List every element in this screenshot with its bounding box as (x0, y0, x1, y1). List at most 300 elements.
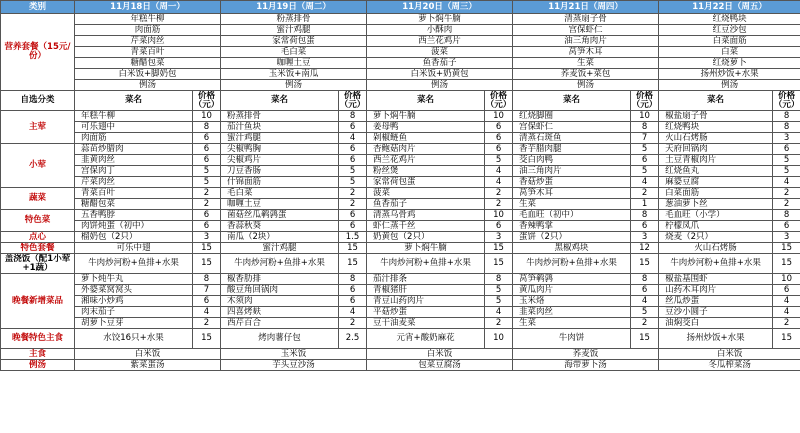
dish-price: 5 (631, 144, 659, 155)
set-meal-item: 菠菜 (367, 47, 513, 58)
staple-item: 玉米饭 (221, 349, 367, 360)
dish-price: 2.5 (339, 329, 367, 349)
evening-dish-row (1, 307, 800, 318)
set-meal-item: 小酥肉 (367, 25, 513, 36)
dish-price: 15 (339, 254, 367, 274)
dish-price: 10 (773, 274, 800, 285)
special-set-row (1, 254, 800, 274)
dish-price: 3 (193, 232, 221, 243)
dish-price: 8 (193, 122, 221, 133)
dish-price: 8 (631, 274, 659, 285)
set-meal-item: 粉蒸排骨 (221, 14, 367, 25)
dish-name: 丝瓜炒蛋 (659, 296, 773, 307)
dish-name: 西芹百合 (221, 318, 339, 329)
set-meal-item: 红烧萝卜 (659, 58, 800, 69)
dish-name: 可乐中翅 (75, 243, 193, 254)
dish-price: 5 (773, 166, 800, 177)
dish-price: 6 (339, 221, 367, 232)
dish-price: 6 (485, 221, 513, 232)
dish-price: 8 (773, 210, 800, 221)
dish-price: 15 (485, 254, 513, 274)
dish-name-header: 菜名 (513, 91, 631, 111)
dish-price: 6 (485, 122, 513, 133)
dish-price: 15 (339, 243, 367, 254)
price-header: 价格（元） (193, 90, 220, 110)
dish-name: 生菜 (513, 199, 631, 210)
dish-price: 15 (193, 254, 221, 274)
dish-name: 天府回锅肉 (659, 144, 773, 155)
dish-price: 4 (773, 177, 800, 188)
category-soup: 例汤 (1, 360, 75, 371)
dish-name-header: 菜名 (659, 91, 773, 111)
dish-name: 鱼香茄子 (367, 199, 485, 210)
dish-name: 西兰花鸡片 (367, 155, 485, 166)
set-meal-item: 白菜 (659, 47, 800, 58)
day-header: 11月20日（周三） (367, 1, 513, 14)
dish-price: 4 (339, 307, 367, 318)
dish-price: 6 (193, 144, 221, 155)
dish-price: 5 (631, 166, 659, 177)
set-meal-item: 糖醋包菜 (75, 58, 221, 69)
dish-name: 土豆青椒肉片 (659, 155, 773, 166)
dish-price: 6 (339, 144, 367, 155)
dish-row (1, 122, 800, 133)
dish-price: 5 (193, 177, 221, 188)
price-header: 价格（元） (485, 90, 512, 110)
dish-name: 牛肉饼 (513, 329, 631, 349)
dish-name: 杏鲍菇肉片 (367, 144, 485, 155)
dish-price: 1 (631, 199, 659, 210)
dish-name: 香菇炒蛋 (513, 177, 631, 188)
dish-price: 6 (339, 285, 367, 296)
dish-name: 青菜百叶 (75, 188, 193, 199)
dish-name: 清蒸石斑鱼 (513, 133, 631, 144)
category-evening-new: 晚餐新增菜品 (1, 274, 75, 329)
set-meal-item: 白菜面筋 (659, 36, 800, 47)
dish-name-header: 菜名 (367, 91, 485, 111)
dish-name: 红烧脚圈 (513, 111, 631, 122)
dish-name: 刀豆香肠 (221, 166, 339, 177)
dish-name: 奶黄包（2只） (367, 232, 485, 243)
evening-dish-row (1, 318, 800, 329)
dish-name: 韭黄肉丝 (75, 155, 193, 166)
dish-price: 10 (485, 210, 513, 221)
dish-name: 萝卜焖牛腩 (367, 111, 485, 122)
set-meal-item: 家常荷包蛋 (221, 36, 367, 47)
dish-name: 牛肉炒河粉+鱼排+水果 (75, 254, 193, 274)
category-main-meat: 主荤 (1, 111, 75, 144)
day-header: 11月18日（周一） (75, 1, 221, 14)
dish-price: 2 (193, 199, 221, 210)
dish-price: 4 (339, 133, 367, 144)
dish-name: 外婆菜窝窝头 (75, 285, 193, 296)
dish-name: 宫保虾仁 (513, 122, 631, 133)
dish-price: 2 (339, 188, 367, 199)
dish-price: 6 (485, 144, 513, 155)
dish-price: 6 (339, 210, 367, 221)
set-meal-label: 营养套餐（15元/份） (1, 14, 75, 91)
self-select-label: 自选分类 (1, 91, 75, 111)
set-meal-item: 油三角肉片 (513, 36, 659, 47)
staple-item: 白米饭 (367, 349, 513, 360)
dish-price: 2 (339, 199, 367, 210)
set-meal-row (1, 69, 800, 80)
dish-price: 6 (339, 155, 367, 166)
dish-price: 12 (631, 243, 659, 254)
dish-price: 10 (485, 329, 513, 349)
dish-price: 6 (773, 285, 800, 296)
set-meal-item: 生菜 (513, 58, 659, 69)
dish-name: 豆沙小圆子 (659, 307, 773, 318)
dish-price: 7 (631, 133, 659, 144)
dish-name: 椒盐基围虾 (659, 274, 773, 285)
dish-name-header: 菜名 (75, 91, 193, 111)
dish-price: 5 (485, 155, 513, 166)
dish-price: 2 (193, 318, 221, 329)
set-meal-item: 西兰花鸡片 (367, 36, 513, 47)
staple-item: 白米饭 (659, 349, 800, 360)
set-meal-item: 莴笋木耳 (513, 47, 659, 58)
dish-name: 胡萝卜豆芽 (75, 318, 193, 329)
dish-name: 尖椒鸡片 (221, 155, 339, 166)
evening-dish-row (1, 274, 800, 285)
category-header: 类别 (1, 1, 75, 14)
dish-row (1, 221, 800, 232)
dish-price: 8 (631, 210, 659, 221)
special-set-row (1, 243, 800, 254)
day-header: 11月19日（周二） (221, 1, 367, 14)
dish-name: 白菜面筋 (659, 188, 773, 199)
dish-name: 麻婆豆腐 (659, 177, 773, 188)
dish-price: 2 (339, 318, 367, 329)
price-header: 价格（元） (631, 90, 658, 110)
dish-row (1, 166, 800, 177)
dish-price: 10 (193, 111, 221, 122)
set-meal-row (1, 14, 800, 25)
dish-price: 6 (193, 296, 221, 307)
dish-name: 可乐翅中 (75, 122, 193, 133)
set-meal-row (1, 36, 800, 47)
dish-price: 8 (631, 122, 659, 133)
dish-row (1, 144, 800, 155)
set-meal-item: 玉米饭+南瓜 (221, 69, 367, 80)
dish-name: 南瓜（2块） (221, 232, 339, 243)
dish-name: 五香鸭脖 (75, 210, 193, 221)
set-meal-row (1, 47, 800, 58)
dish-name: 年糕牛柳 (75, 111, 193, 122)
dish-name: 水饺16只+水果 (75, 329, 193, 349)
dish-price: 15 (773, 329, 800, 349)
dish-price: 3 (485, 232, 513, 243)
dish-name: 青椒猪肝 (367, 285, 485, 296)
soup-item: 芋头豆沙汤 (221, 360, 367, 371)
dish-name: 肉饼炖蛋（初中） (75, 221, 193, 232)
dish-price: 4 (773, 296, 800, 307)
dish-name: 香芋腊肉腿 (513, 144, 631, 155)
dish-name: 毛血旺（小学） (659, 210, 773, 221)
dish-name: 扬州炒饭+水果 (659, 329, 773, 349)
set-meal-row (1, 80, 800, 91)
dish-name: 虾仁蒸千丝 (367, 221, 485, 232)
dish-price: 2 (773, 188, 800, 199)
dish-price: 3 (773, 232, 800, 243)
dish-price: 4 (631, 177, 659, 188)
dish-name: 菠菜 (367, 188, 485, 199)
set-meal-row (1, 58, 800, 69)
dish-name: 糖醋包菜 (75, 199, 193, 210)
dish-name: 青豆山药肉片 (367, 296, 485, 307)
dish-name: 什锦面筋 (221, 177, 339, 188)
dish-name: 毛白菜 (221, 188, 339, 199)
dish-price: 2 (631, 188, 659, 199)
set-meal-item: 红烧鸭块 (659, 14, 800, 25)
dish-name: 酸豆角回锅肉 (221, 285, 339, 296)
set-meal-item: 萝卜焖牛腩 (367, 14, 513, 25)
dish-price: 8 (193, 274, 221, 285)
category-special-set: 特色套餐 (1, 243, 75, 254)
dish-name: 茄汁鱼块 (221, 122, 339, 133)
soup-item: 冬瓜榨菜汤 (659, 360, 800, 371)
dish-price: 8 (773, 122, 800, 133)
dish-price: 7 (193, 285, 221, 296)
dish-price: 6 (193, 155, 221, 166)
dish-price: 4 (773, 307, 800, 318)
dish-price: 8 (339, 274, 367, 285)
dish-name: 蒜苗炒腊肉 (75, 144, 193, 155)
dish-row (1, 210, 800, 221)
category-small-meat: 小荤 (1, 144, 75, 188)
dish-price: 3 (631, 232, 659, 243)
dish-name: 牛肉炒河粉+鱼排+水果 (659, 254, 773, 274)
dish-name-header: 菜名 (221, 91, 339, 111)
category-staple: 主食 (1, 349, 75, 360)
set-meal-item: 例汤 (659, 80, 800, 91)
dish-price: 2 (631, 318, 659, 329)
set-meal-item: 毛白菜 (221, 47, 367, 58)
dish-name: 粉丝煲 (367, 166, 485, 177)
dish-name: 芹菜肉丝 (75, 177, 193, 188)
set-meal-item: 青菜百叶 (75, 47, 221, 58)
soup-row (1, 360, 800, 371)
dish-price: 15 (631, 254, 659, 274)
dish-price: 6 (193, 210, 221, 221)
day-header: 11月21日（周四） (513, 1, 659, 14)
price-header: 价格（元） (339, 90, 366, 110)
dish-name: 莴笋木耳 (513, 188, 631, 199)
dish-price: 6 (193, 133, 221, 144)
dish-name: 火山石烤肠 (659, 133, 773, 144)
dish-name: 蜜汁鸡腿 (221, 133, 339, 144)
dish-row (1, 199, 800, 210)
dish-name: 姜母鸭 (367, 122, 485, 133)
dish-name: 烧麦（2只） (659, 232, 773, 243)
category-vegetable: 蔬菜 (1, 188, 75, 210)
dish-name: 尖椒鸭胸 (221, 144, 339, 155)
dish-name: 火山石烤肠 (659, 243, 773, 254)
dish-name: 豆干油麦菜 (367, 318, 485, 329)
dish-name: 四喜烤麸 (221, 307, 339, 318)
set-meal-item: 清蒸扇子骨 (513, 14, 659, 25)
set-meal-item: 扬州炒饭+水果 (659, 69, 800, 80)
staple-row (1, 349, 800, 360)
dish-name: 菌菇丝瓜鹌鹑蛋 (221, 210, 339, 221)
dish-name: 平菇炒蛋 (367, 307, 485, 318)
dish-price: 4 (485, 166, 513, 177)
soup-item: 海带萝卜汤 (513, 360, 659, 371)
price-header: 价格（元） (773, 90, 800, 110)
dish-price: 15 (631, 329, 659, 349)
dish-name: 茄汁排条 (367, 274, 485, 285)
dish-price: 5 (193, 166, 221, 177)
dish-price: 2 (485, 318, 513, 329)
dish-price: 6 (193, 221, 221, 232)
staple-item: 荞麦饭 (513, 349, 659, 360)
dish-row (1, 232, 800, 243)
dish-name: 香辣鸭掌 (513, 221, 631, 232)
dish-price: 2 (773, 318, 800, 329)
dish-name: 玉米烙 (513, 296, 631, 307)
set-meal-item: 芹菜肉丝 (75, 36, 221, 47)
dish-price: 4 (485, 307, 513, 318)
dish-name: 萝卜焖牛腩 (367, 243, 485, 254)
dish-price: 5 (339, 166, 367, 177)
dish-name: 香蒜秋葵 (221, 221, 339, 232)
dish-name: 柠檬凤爪 (659, 221, 773, 232)
dish-name: 油三角肉片 (513, 166, 631, 177)
set-meal-item: 鱼香茄子 (367, 58, 513, 69)
dish-name: 蜜汁鸡腿 (221, 243, 339, 254)
dish-price: 1.5 (339, 232, 367, 243)
dish-name: 莴笋鹌鹑 (513, 274, 631, 285)
dish-price: 6 (631, 155, 659, 166)
dish-price: 5 (485, 285, 513, 296)
dish-name: 黄瓜肉片 (513, 285, 631, 296)
dish-name: 毛血旺（初中） (513, 210, 631, 221)
dish-name: 萝卜炖牛丸 (75, 274, 193, 285)
set-meal-item: 例汤 (75, 80, 221, 91)
dish-name: 粉蒸排骨 (221, 111, 339, 122)
dish-name: 牛肉炒河粉+鱼排+水果 (367, 254, 485, 274)
dish-price: 15 (773, 243, 800, 254)
set-meal-item: 咖喱土豆 (221, 58, 367, 69)
category-dessert: 点心 (1, 232, 75, 243)
evening-dish-row (1, 285, 800, 296)
dish-name: 油焖茭白 (659, 318, 773, 329)
dish-name: 牛肉炒河粉+鱼排+水果 (221, 254, 339, 274)
dish-price: 2 (193, 188, 221, 199)
dish-price: 5 (339, 177, 367, 188)
set-meal-item: 荞麦饭+菜包 (513, 69, 659, 80)
dish-name: 红烧鱼丸 (659, 166, 773, 177)
dish-price: 15 (485, 243, 513, 254)
dish-name: 山药木耳肉片 (659, 285, 773, 296)
header-row (1, 1, 800, 14)
dish-row (1, 111, 800, 122)
dish-name: 清蒸乌骨鸡 (367, 210, 485, 221)
dish-price: 15 (193, 243, 221, 254)
dish-price: 5 (631, 307, 659, 318)
dish-price: 5 (485, 296, 513, 307)
dish-price: 2 (773, 199, 800, 210)
dish-name: 烤肉薯仔包 (221, 329, 339, 349)
set-meal-item: 例汤 (221, 80, 367, 91)
dish-row (1, 133, 800, 144)
set-meal-item: 白米饭+脚奶包 (75, 69, 221, 80)
dish-price: 2 (485, 199, 513, 210)
dish-price: 15 (193, 329, 221, 349)
dish-price: 4 (485, 177, 513, 188)
set-meal-item: 例汤 (513, 80, 659, 91)
dish-name: 榴奶包（2只） (75, 232, 193, 243)
dish-price: 6 (339, 122, 367, 133)
dish-price: 8 (339, 111, 367, 122)
self-select-header-row (1, 91, 800, 111)
category-combo-rice: 盖浇饭（配1小荤+1蔬） (1, 254, 75, 274)
dish-price: 8 (485, 274, 513, 285)
dish-price: 6 (631, 221, 659, 232)
dish-price: 10 (631, 111, 659, 122)
set-meal-item: 白米饭+奶黄包 (367, 69, 513, 80)
evening-dish-row (1, 296, 800, 307)
evening-staple-row (1, 329, 800, 349)
set-meal-item: 肉面筋 (75, 25, 221, 36)
category-special-dish: 特色菜 (1, 210, 75, 232)
dish-name: 咖喱土豆 (221, 199, 339, 210)
dish-name: 湘味小炒鸡 (75, 296, 193, 307)
dish-price: 10 (485, 111, 513, 122)
set-meal-item: 红豆沙包 (659, 25, 800, 36)
dish-price: 4 (631, 296, 659, 307)
dish-name: 木须肉 (221, 296, 339, 307)
dish-name: 肉面筋 (75, 133, 193, 144)
dish-name: 椒香肋排 (221, 274, 339, 285)
dish-price: 6 (339, 296, 367, 307)
set-meal-item: 例汤 (367, 80, 513, 91)
dish-name: 蛋饼（2只） (513, 232, 631, 243)
category-evening-staple: 晚餐特色主食 (1, 329, 75, 349)
dish-name: 黑椒鸡块 (513, 243, 631, 254)
dish-name: 家常荷包蛋 (367, 177, 485, 188)
dish-name: 韭菜肉丝 (513, 307, 631, 318)
staple-item: 白米饭 (75, 349, 221, 360)
dish-name: 红烧鸭块 (659, 122, 773, 133)
set-meal-item: 年糕牛柳 (75, 14, 221, 25)
dish-name: 茭白肉鸭 (513, 155, 631, 166)
dish-price: 5 (773, 155, 800, 166)
set-meal-item: 宫保虾仁 (513, 25, 659, 36)
dish-row (1, 177, 800, 188)
day-header: 11月22日（周五） (659, 1, 800, 14)
dish-row (1, 155, 800, 166)
dish-name: 剁椒鲢鱼 (367, 133, 485, 144)
dish-name: 牛肉炒河粉+鱼排+水果 (513, 254, 631, 274)
dish-price: 6 (485, 133, 513, 144)
menu-body (1, 1, 800, 371)
set-meal-item: 蜜汁鸡腿 (221, 25, 367, 36)
dish-price: 6 (773, 144, 800, 155)
dish-price: 6 (773, 221, 800, 232)
dish-price: 6 (631, 285, 659, 296)
dish-name: 葱油萝卜丝 (659, 199, 773, 210)
dish-price: 8 (773, 111, 800, 122)
dish-name: 生菜 (513, 318, 631, 329)
dish-row (1, 188, 800, 199)
dish-name: 元宵+酸奶麻花 (367, 329, 485, 349)
dish-price: 3 (773, 133, 800, 144)
set-meal-row (1, 25, 800, 36)
soup-item: 紫菜蛋汤 (75, 360, 221, 371)
soup-item: 包菜豆腐汤 (367, 360, 513, 371)
